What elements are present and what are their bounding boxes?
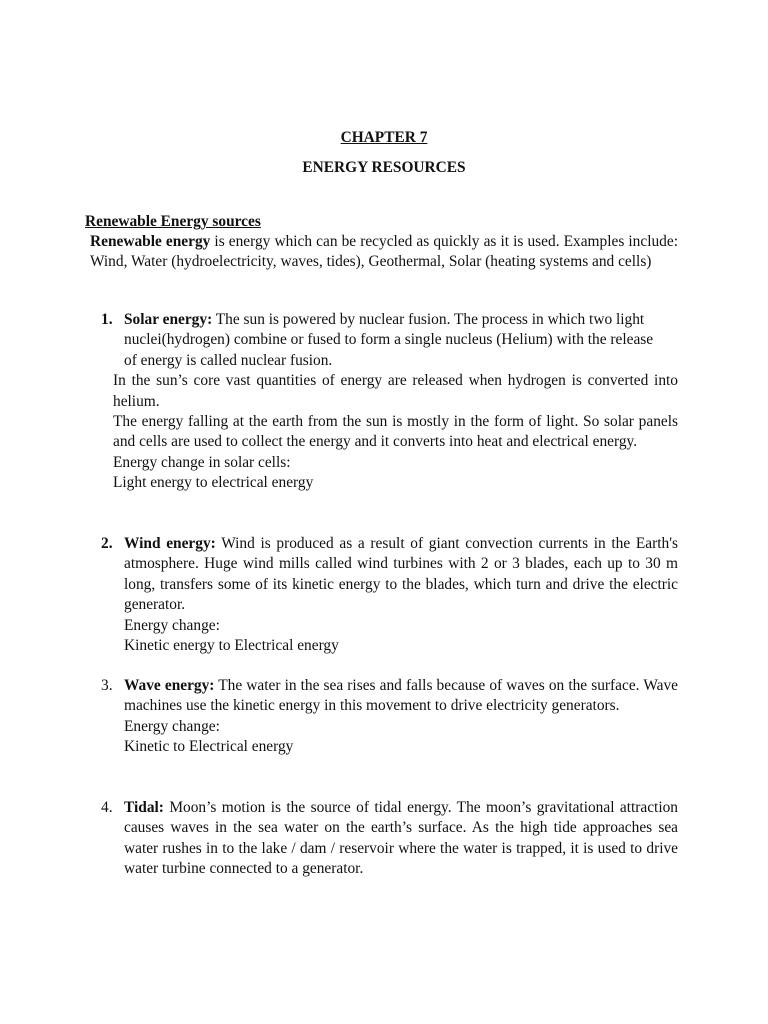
intro-paragraph: [90, 232, 678, 273]
wave-paragraph-3: Kinetic to Electrical energy: [124, 738, 294, 756]
wave-lead: [124, 676, 678, 717]
list-number: 1.: [101, 311, 113, 328]
wind-paragraph-2: Energy change:: [124, 616, 220, 634]
list-item-tidal: [101, 798, 678, 880]
wave-text: The water in the sea rises and falls because of waves on the surface. Wave machines use the kinetic energy in this movement to drive electricity generators.: [124, 677, 678, 715]
solar-paragraph-5: Light energy to electrical energy: [113, 474, 314, 492]
wind-lead: [124, 534, 678, 616]
section-heading: Renewable Energy sources: [85, 213, 261, 230]
list-number: 3.: [101, 677, 113, 694]
tidal-text: Moon’s motion is the source of tidal energy. The moon’s gravitational attraction causes waves in the sea water on the earth’s surface. As the high tide approaches sea water rushes in to the lake / dam / reservoir where the water is trapped, it is used to drive water turbine connected to a generator.: [124, 799, 678, 878]
solar-term: Solar energy:: [124, 311, 213, 328]
intro-term: Renewable energy: [90, 233, 211, 250]
wind-paragraph-3: Kinetic energy to Electrical energy: [124, 637, 339, 655]
chapter-title: CHAPTER 7: [340, 129, 428, 146]
list-number: 2.: [101, 535, 113, 552]
chapter-subtitle: ENERGY RESOURCES: [302, 159, 466, 176]
wave-paragraph-2: Energy change:: [124, 717, 220, 735]
list-item-wind: [101, 534, 678, 656]
list-number: 4.: [101, 799, 113, 816]
tidal-term: Tidal:: [124, 799, 164, 816]
solar-paragraph-2: In the sun’s core vast quantities of energy are released when hydrogen is converted into helium.: [113, 372, 678, 410]
tidal-lead: [124, 798, 678, 880]
solar-lead: [124, 310, 654, 371]
solar-paragraph-4: Energy change in solar cells:: [113, 453, 291, 471]
wind-term: Wind energy:: [124, 535, 216, 552]
solar-paragraph-3: The energy falling at the earth from the sun is mostly in the form of light. So solar panels and cells are used to collect the energy and it converts into heat and electrical energy.: [113, 413, 678, 451]
wind-text: Wind is produced as a result of giant convection currents in the Earth's atmosphere. Huge wind mills called wind turbines with 2 or 3 blades, each up to 30 m long, transfers some of its kinetic energy to the blades, which turn and drive the electric generator.: [124, 535, 678, 614]
intro-text: is energy which can be recycled as quickly as it is used. Examples include: Wind, Water (hydroelectricity, waves, tides), Geothermal, Solar (heating systems and cells): [90, 233, 678, 271]
solar-text: The sun is powered by nuclear fusion. The process in which two light nuclei(hydrogen) combine or fused to form a single nucleus (Helium) with the release of energy is called nuclear fusion.: [124, 311, 654, 369]
list-item-wave: [101, 676, 678, 758]
list-item-solar: [101, 310, 678, 494]
wave-term: Wave energy:: [124, 677, 215, 694]
